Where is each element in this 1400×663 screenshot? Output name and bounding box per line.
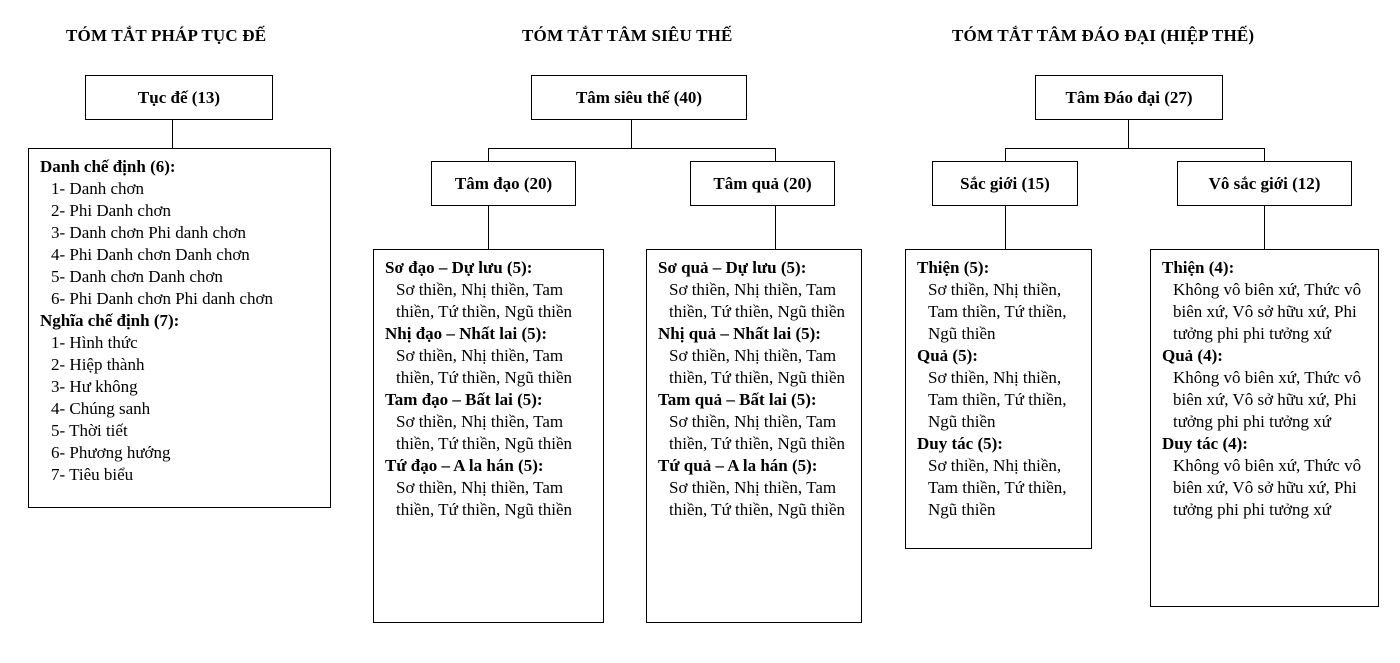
list-item: 7- Tiêu biểu: [51, 465, 134, 484]
connector-line: [1264, 148, 1265, 162]
group-description: Sơ thiền, Nhị thiền, Tam thiền, Tứ thiền, Ngũ thiền: [928, 280, 1067, 343]
list-item: 1- Danh chơn: [51, 179, 145, 198]
connector-line: [1128, 120, 1129, 148]
connector-line: [775, 148, 776, 162]
group-label: Danh chế định (6):: [40, 157, 176, 176]
group-label: Duy tác (5):: [917, 434, 1003, 453]
list-item: 1- Hình thức: [51, 333, 138, 352]
list-item: 2- Phi Danh chơn: [51, 201, 171, 220]
connector-line: [172, 120, 173, 149]
list-item: 4- Chúng sanh: [51, 399, 151, 418]
group-label: Nhị quả – Nhất lai (5):: [658, 324, 821, 343]
connector-line: [1005, 206, 1006, 250]
group-label: Sơ đạo – Dự lưu (5):: [385, 258, 533, 277]
group-description: Sơ thiền, Nhị thiền, Tam thiền, Tứ thiền, Ngũ thiền: [396, 280, 573, 321]
group-label: Duy tác (4):: [1162, 434, 1248, 453]
root-tuc-de-box: Tục đế (13): [85, 75, 273, 120]
group-description: Sơ thiền, Nhị thiền, Tam thiền, Tứ thiền, Ngũ thiền: [928, 368, 1067, 431]
group-label: Tứ đạo – A la hán (5):: [385, 456, 544, 475]
group-label: Thiện (4):: [1162, 258, 1235, 277]
group-description: Không vô biên xứ, Thức vô biên xứ, Vô sở hữu xứ, Phi tưởng phi phi tưởng xứ: [1173, 456, 1362, 519]
left-title: TÓM TẮT PHÁP TỤC ĐẾ: [66, 26, 267, 45]
connector-line: [1005, 148, 1006, 162]
group-description: Sơ thiền, Nhị thiền, Tam thiền, Tứ thiền, Ngũ thiền: [396, 346, 573, 387]
group-label: Nhị đạo – Nhất lai (5):: [385, 324, 547, 343]
group-description: Sơ thiền, Nhị thiền, Tam thiền, Tứ thiền, Ngũ thiền: [669, 346, 846, 387]
list-item: 5- Thời tiết: [51, 421, 128, 440]
group-label: Tứ quả – A la hán (5):: [658, 456, 818, 475]
vo-sac-gioi-detail-box: [1150, 249, 1379, 607]
group-label: Nghĩa chế định (7):: [40, 311, 180, 330]
group-label: Sơ quả – Dự lưu (5):: [658, 258, 807, 277]
list-item: 3- Hư không: [51, 377, 138, 396]
list-item: 2- Hiệp thành: [51, 355, 145, 374]
group-label: Quả (5):: [917, 346, 978, 365]
connector-line: [775, 206, 776, 250]
tam-qua-detail-box: [646, 249, 862, 623]
connector-line: [488, 206, 489, 250]
group-description: Sơ thiền, Nhị thiền, Tam thiền, Tứ thiền, Ngũ thiền: [928, 456, 1067, 519]
connector-line: [1264, 206, 1265, 250]
connector-line: [1005, 148, 1264, 149]
vo-sac-gioi-box: Vô sắc giới (12): [1177, 161, 1352, 206]
group-label: Tam quả – Bất lai (5):: [658, 390, 817, 409]
tam-dao-detail-box: [373, 249, 604, 623]
list-item: 4- Phi Danh chơn Danh chơn: [51, 245, 250, 264]
group-description: Không vô biên xứ, Thức vô biên xứ, Vô sở hữu xứ, Phi tưởng phi phi tưởng xứ: [1173, 280, 1362, 343]
list-item: 6- Phi Danh chơn Phi danh chơn: [51, 289, 273, 308]
list-item: 5- Danh chơn Danh chơn: [51, 267, 223, 286]
group-description: Sơ thiền, Nhị thiền, Tam thiền, Tứ thiền, Ngũ thiền: [396, 478, 573, 519]
root-tam-sieu-the-box: Tâm siêu thế (40): [531, 75, 747, 120]
middle-title: TÓM TẮT TÂM SIÊU THẾ: [522, 26, 733, 45]
connector-line: [488, 148, 489, 162]
sac-gioi-detail-box: [905, 249, 1092, 549]
sac-gioi-box: Sắc giới (15): [932, 161, 1078, 206]
connector-line: [488, 148, 775, 149]
group-label: Thiện (5):: [917, 258, 990, 277]
group-description: Không vô biên xứ, Thức vô biên xứ, Vô sở hữu xứ, Phi tưởng phi phi tưởng xứ: [1173, 368, 1362, 431]
connector-line: [631, 120, 632, 148]
list-item: 3- Danh chơn Phi danh chơn: [51, 223, 247, 242]
group-description: Sơ thiền, Nhị thiền, Tam thiền, Tứ thiền, Ngũ thiền: [396, 412, 573, 453]
list-item: 6- Phương hướng: [51, 443, 171, 462]
right-title: TÓM TẮT TÂM ĐÁO ĐẠI (HIỆP THẾ): [952, 26, 1255, 45]
tuc-de-detail-box: [28, 148, 331, 508]
group-label: Tam đạo – Bất lai (5):: [385, 390, 543, 409]
tam-dao-box: Tâm đạo (20): [431, 161, 576, 206]
root-tam-dao-dai-box: Tâm Đáo đại (27): [1035, 75, 1223, 120]
group-description: Sơ thiền, Nhị thiền, Tam thiền, Tứ thiền, Ngũ thiền: [669, 478, 846, 519]
group-description: Sơ thiền, Nhị thiền, Tam thiền, Tứ thiền, Ngũ thiền: [669, 280, 846, 321]
group-description: Sơ thiền, Nhị thiền, Tam thiền, Tứ thiền, Ngũ thiền: [669, 412, 846, 453]
group-label: Quả (4):: [1162, 346, 1223, 365]
tam-qua-box: Tâm quả (20): [690, 161, 835, 206]
